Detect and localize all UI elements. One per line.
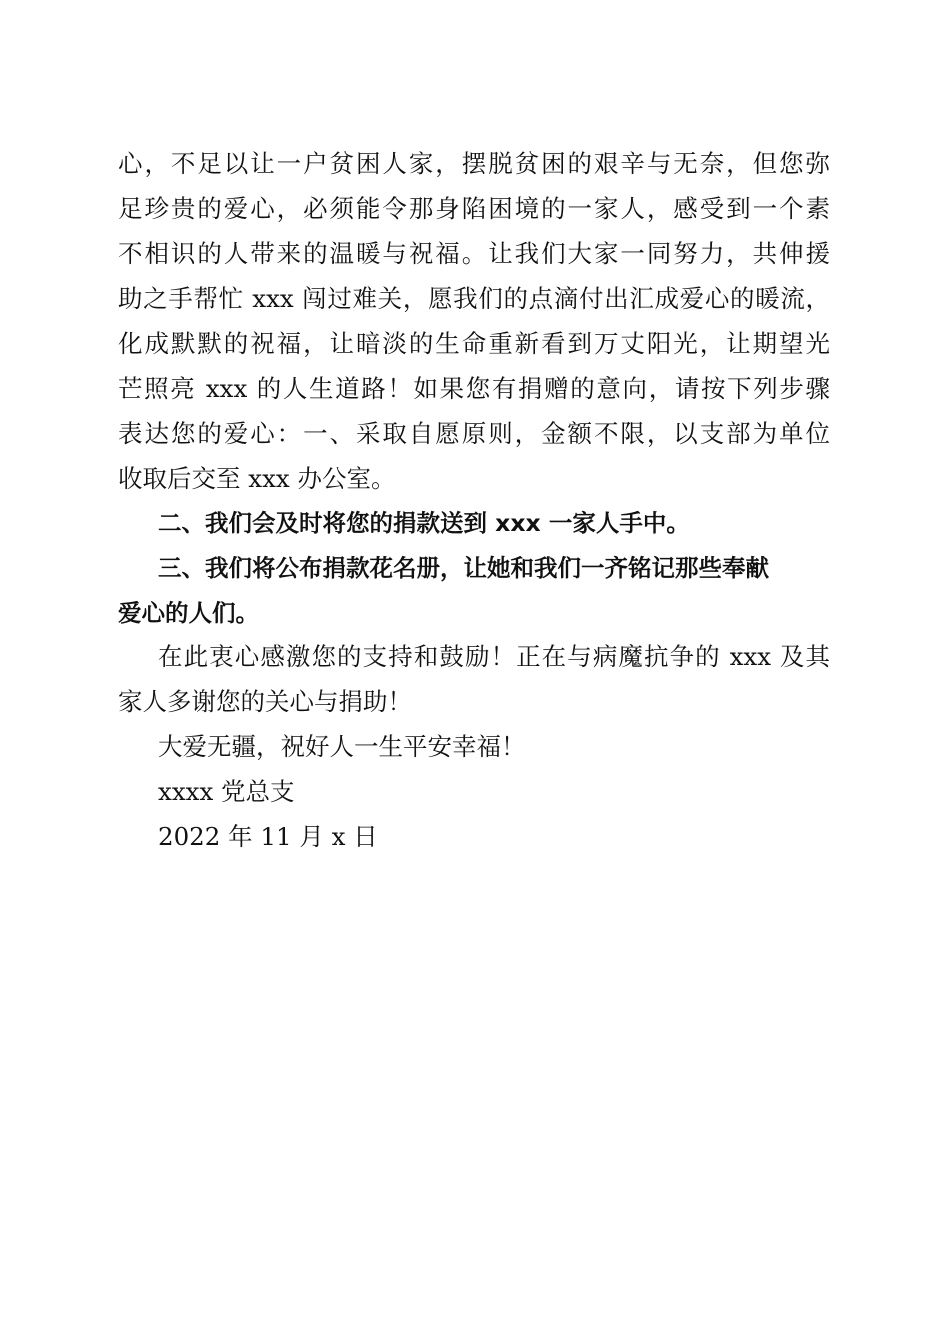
step-two bbox=[118, 501, 830, 546]
step-three bbox=[118, 546, 830, 636]
paragraph-line: 助之手帮忙 xxx 闯过难关，愿我们的点滴付出汇成爱心的暖流， bbox=[118, 284, 830, 313]
paragraph-line: 化成默默的祝福，让暗淡的生命重新看到万丈阳光，让期望光 bbox=[118, 329, 830, 358]
paragraph-line: 不相识的人带来的温暖与祝福。让我们大家一同努力，共伸援 bbox=[118, 239, 830, 268]
signature-text: xxxx 党总支 bbox=[158, 777, 295, 806]
signature bbox=[118, 769, 830, 814]
paragraph-line: 表达您的爱心：一、采取自愿原则，金额不限，以支部为单位 bbox=[118, 419, 830, 448]
paragraph-line: 芒照亮 xxx 的人生道路！如果您有捐赠的意向，请按下列步骤 bbox=[118, 374, 830, 403]
paragraph-line: 收取后交至 xxx 办公室。 bbox=[118, 464, 396, 493]
step-three-line-1: 三、我们将公布捐款花名册，让她和我们一齐铭记那些奉献 bbox=[158, 554, 769, 582]
date bbox=[118, 814, 830, 859]
thanks-line-1: 在此衷心感激您的支持和鼓励！正在与病魔抗争的 xxx 及其 bbox=[158, 642, 830, 671]
paragraph-line: 足珍贵的爱心，必须能令那身陷困境的一家人，感受到一个素 bbox=[118, 194, 830, 223]
appeal-paragraph bbox=[118, 141, 830, 501]
blessing bbox=[118, 724, 830, 769]
thanks-line-2: 家人多谢您的关心与捐助！ bbox=[118, 687, 412, 716]
step-two-text: 二、我们会及时将您的捐款送到 xxx 一家人手中。 bbox=[158, 509, 690, 537]
blessing-text: 大爱无疆，祝好人一生平安幸福！ bbox=[158, 732, 526, 761]
thanks-paragraph bbox=[118, 634, 830, 724]
paragraph-line: 心，不足以让一户贫困人家，摆脱贫困的艰辛与无奈，但您弥 bbox=[118, 149, 830, 178]
date-text: 2022 年 11 月 x 日 bbox=[158, 822, 378, 851]
step-three-line-2: 爱心的人们。 bbox=[118, 599, 259, 627]
